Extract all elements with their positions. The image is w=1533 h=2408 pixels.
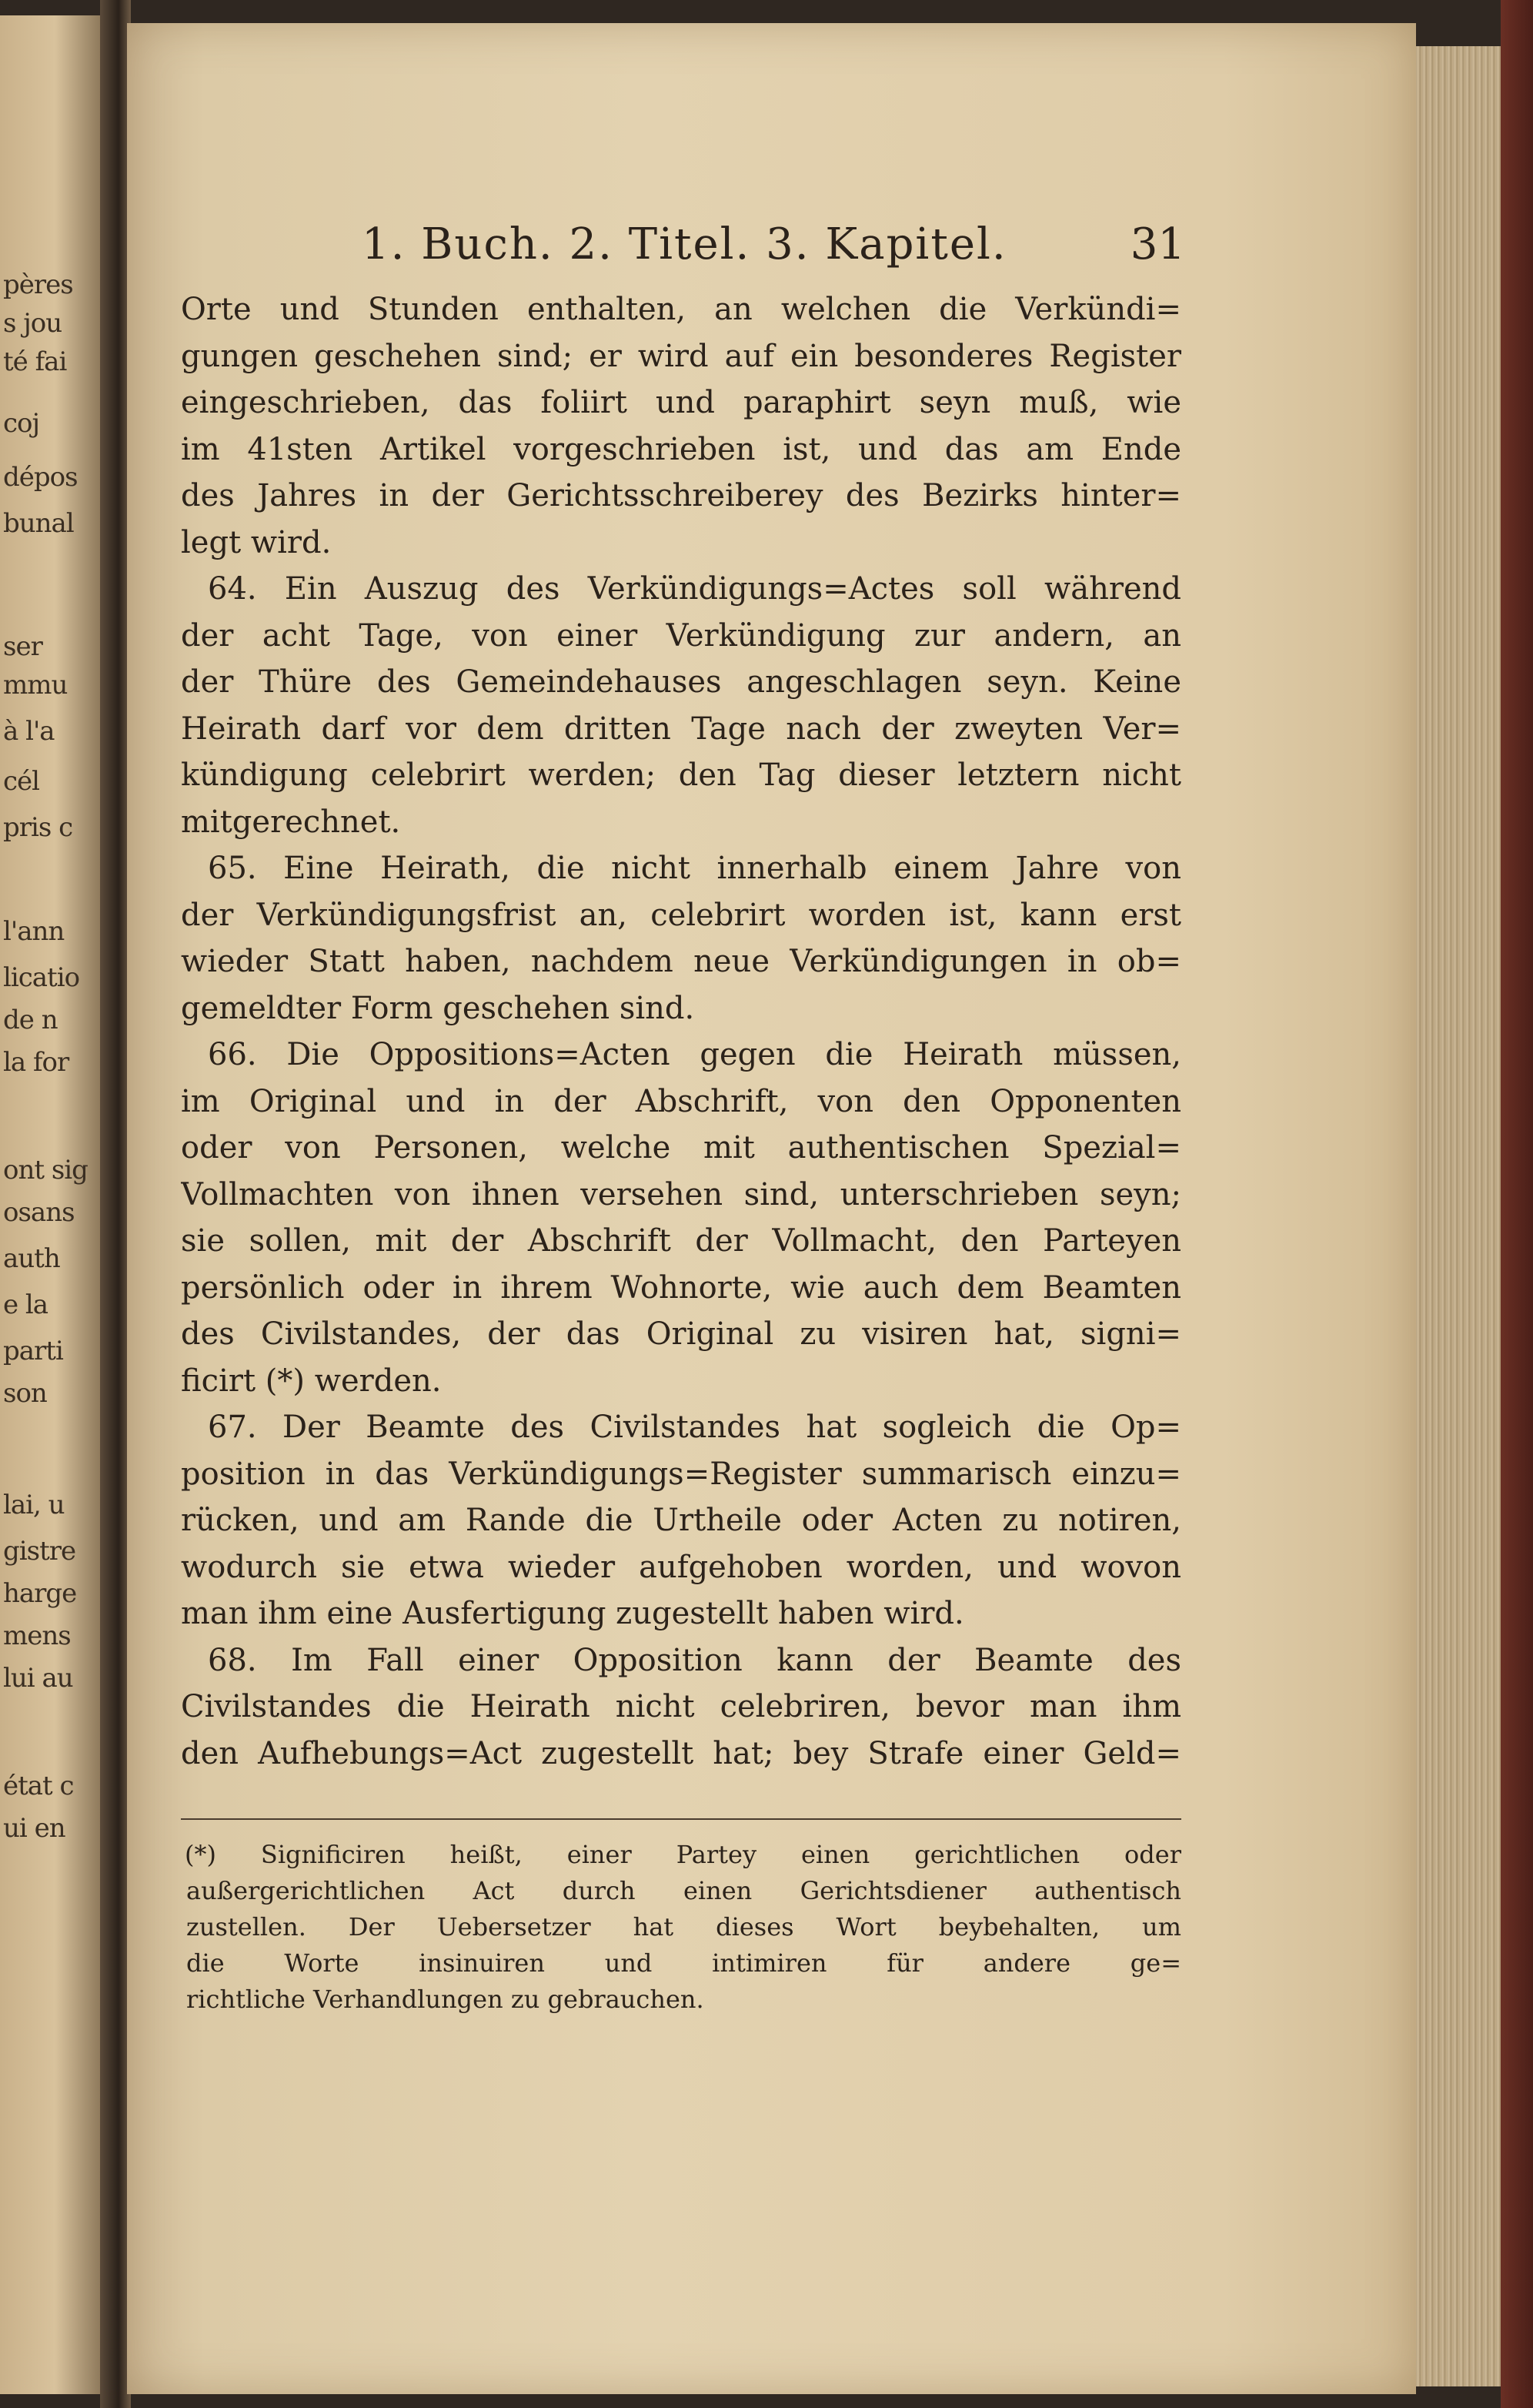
text-line: ficirt (*) werden. [181,1363,442,1399]
chapter-heading: 1. Buch. 2. Titel. 3. Kapitel. [362,219,1007,269]
footnote [185,1837,1181,2018]
text-line: legt wird. [181,524,332,560]
text-line: im 41sten Artikel vorgeschrieben ist, und das am Ende [181,431,1181,467]
facing-fragment: ser [3,631,42,662]
facing-fragment: de n [3,1005,58,1035]
facing-fragment: lui au [3,1663,73,1694]
footnote-line: richtliche Verhandlungen zu gebrauchen. [186,1985,704,2014]
text-line: persönlich oder in ihrem Wohnorte, wie auch dem Beamten [181,1269,1181,1306]
body-text [181,286,1181,1777]
text-line: mitgerechnet. [181,804,401,840]
facing-fragment: gistre [3,1536,76,1567]
text-line: der acht Tage, von einer Verkündigung zur andern, an [181,617,1181,654]
facing-fragment: té fai [3,346,67,377]
facing-fragment: s jou [3,308,62,339]
article-64-start: 64. Ein Auszug des Verkündigungs=Actes soll während [208,571,1181,607]
facing-fragment: état c [3,1771,74,1801]
page-number: 31 [1130,219,1185,269]
footnote-line: (*) Significiren heißt, einer Partey einen gerichtlichen oder [185,1840,1181,1869]
page-block-edge [1416,46,1501,2386]
footnote-divider [181,1818,1181,1820]
text-line: eingeschrieben, das foliirt und paraphirt seyn muß, wie [181,385,1181,420]
facing-fragment: cél [3,766,40,797]
facing-fragment: ui en [3,1813,65,1844]
article-67-start: 67. Der Beamte des Civilstandes hat sogleich die Op= [208,1410,1181,1445]
facing-fragment: l'ann [3,916,65,947]
article-65-start: 65. Eine Heirath, die nicht innerhalb einem Jahre von [208,851,1181,886]
text-line: der Verkündigungsfrist an, celebrirt worden ist, kann erst [181,897,1181,933]
text-line: kündigung celebrirt werden; den Tag dieser letztern nicht [181,758,1181,793]
text-line: des Jahres in der Gerichtsschreiberey des Bezirks hinter= [181,478,1181,513]
text-line: sie sollen, mit der Abschrift der Vollmacht, den Parteyen [181,1223,1181,1259]
footnote-line: außergerichtlichen Act durch einen Gerichtsdiener authentisch [186,1876,1181,1905]
facing-fragment: parti [3,1336,63,1366]
text-line: gemeldter Form geschehen sind. [181,990,695,1026]
facing-fragment: la for [3,1047,69,1078]
facing-fragment: pères [3,269,73,300]
text-line: Civilstandes die Heirath nicht celebriren, bevor man ihm [181,1689,1181,1724]
facing-fragment: mens [3,1620,71,1651]
facing-page-left [0,15,100,2394]
facing-fragment: harge [3,1578,77,1609]
facing-fragment: licatio [3,962,80,993]
facing-fragment: son [3,1378,47,1409]
text-line: man ihm eine Ausfertigung zugestellt haben wird. [181,1596,964,1631]
facing-fragment: bunal [3,508,74,539]
facing-fragment: pris c [3,812,73,843]
text-line: gungen geschehen sind; er wird auf ein besonderes Register [181,338,1181,374]
book-gutter [100,0,131,2408]
article-66-start: 66. Die Oppositions=Acten gegen die Heirath müssen, [208,1037,1181,1072]
text-line: oder von Personen, welche mit authentischen Spezial= [181,1130,1181,1166]
facing-fragment: ont sig [3,1155,88,1186]
text-line: den Aufhebungs=Act zugestellt hat; bey Strafe einer Geld= [181,1735,1181,1771]
text-line: rücken, und am Rande die Urtheile oder Acten zu notiren, [181,1503,1181,1538]
text-line: der Thüre des Gemeindehauses angeschlagen seyn. Keine [181,664,1181,700]
book-cover-edge [1501,0,1533,2408]
text-line: des Civilstandes, der das Original zu visiren hat, signi= [181,1316,1181,1352]
facing-fragment: coj [3,408,40,439]
facing-fragment: lai, u [3,1490,65,1520]
text-line: wieder Statt haben, nachdem neue Verkündigungen in ob= [181,944,1181,979]
text-line: Orte und Stunden enthalten, an welchen die Verkündi= [181,292,1181,327]
facing-fragment: à l'a [3,716,55,747]
text-line: Vollmachten von ihnen versehen sind, unterschrieben seyn; [181,1176,1181,1212]
running-header [362,219,1185,281]
article-68-start: 68. Im Fall einer Opposition kann der Beamte des [208,1642,1181,1678]
text-line: Heirath darf vor dem dritten Tage nach der zweyten Ver= [181,711,1181,747]
footnote-line: die Worte insinuiren und intimiren für andere ge= [186,1948,1181,1978]
facing-fragment: e la [3,1289,48,1320]
facing-fragment: dépos [3,462,78,493]
text-line: wodurch sie etwa wieder aufgehoben worden, und wovon [181,1549,1181,1585]
text-line: im Original und in der Abschrift, von den Opponenten [181,1083,1181,1119]
facing-fragment: mmu [3,670,68,701]
facing-fragment: auth [3,1243,60,1274]
text-line: position in das Verkündigungs=Register summarisch einzu= [181,1456,1181,1492]
footnote-line: zustellen. Der Uebersetzer hat dieses Wort beybehalten, um [186,1912,1181,1941]
facing-fragment: osans [3,1197,75,1228]
